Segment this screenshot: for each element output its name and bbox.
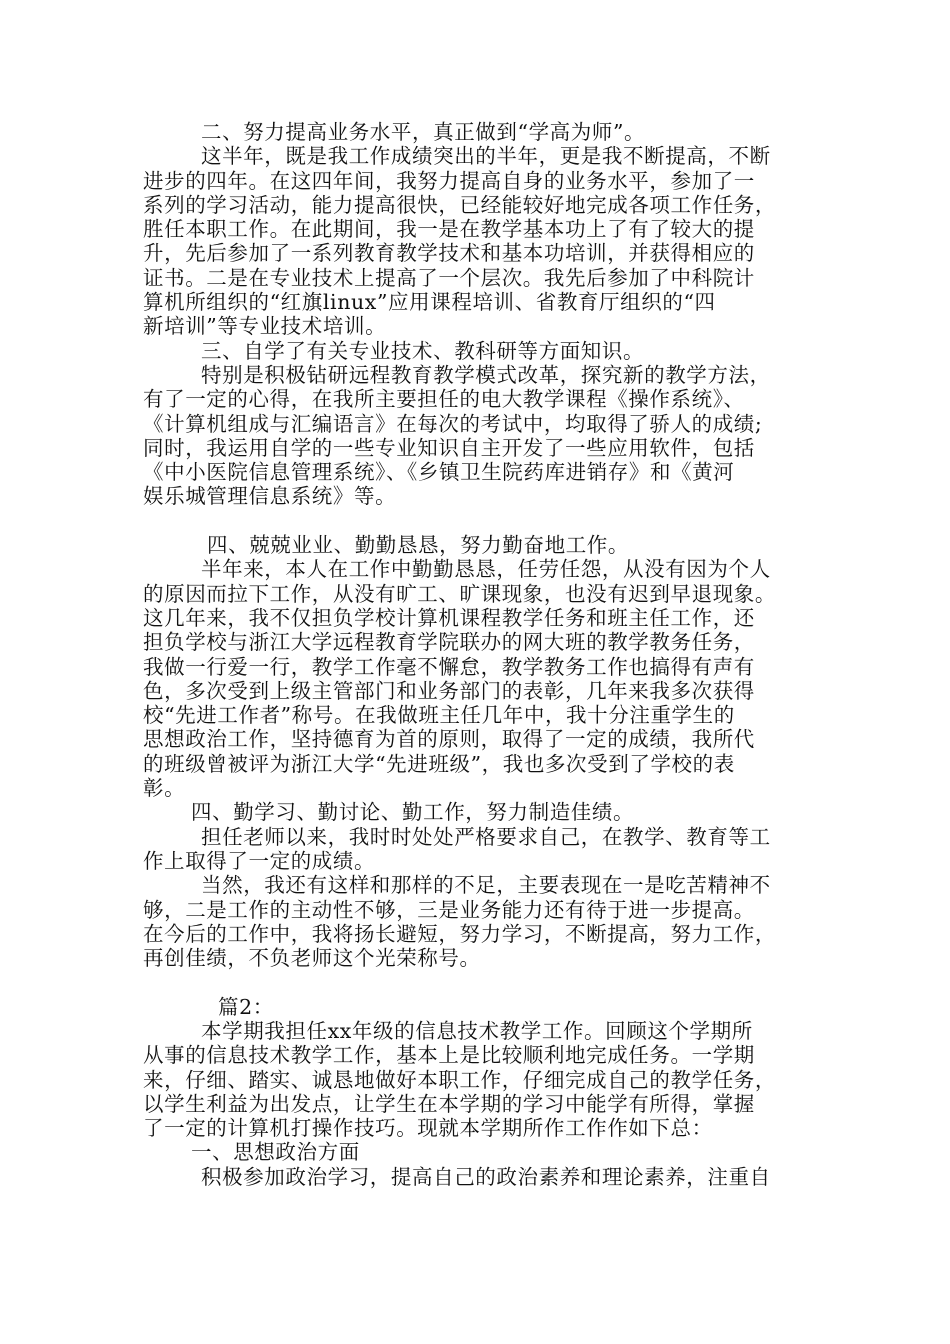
paragraph-line: 半年来，本人在工作中勤勤恳恳，任劳任怨，从没有因为个人: [201, 557, 771, 582]
paragraph-line: 当然，我还有这样和那样的不足，主要表现在一是吃苦精神不: [201, 873, 771, 898]
paragraph-line: 从事的信息技术教学工作，基本上是比较顺利地完成任务。一学期: [143, 1043, 755, 1068]
part-heading: 篇2：: [218, 994, 274, 1019]
section-heading: 一、思想政治方面: [191, 1140, 360, 1165]
section-heading: 二、努力提高业务水平，真正做到“学高为师”。: [201, 120, 646, 144]
paragraph-line: 以学生利益为出发点，让学生在本学期的学习中能学有所得，掌握: [143, 1091, 755, 1116]
paragraph-line: 娱乐城管理信息系统》等。: [143, 484, 397, 509]
paragraph-line: 本学期我担任xx年级的信息技术教学工作。回顾这个学期所: [201, 1018, 753, 1043]
paragraph-line: 担负学校与浙江大学远程教育学院联办的网大班的教学教务任务，: [143, 630, 755, 655]
paragraph-line: 《中小医院信息管理系统》、《乡镇卫生院药库进销存》和《黄河: [143, 460, 735, 485]
paragraph-line: 担任老师以来，我时时处处严格要求自己，在教学、教育等工: [201, 824, 771, 849]
paragraph-line: 的班级曾被评为浙江大学“先进班级”，我也多次受到了学校的表: [143, 751, 735, 776]
paragraph-line: 这半年，既是我工作成绩突出的半年，更是我不断提高，不断: [201, 144, 771, 169]
blank-line: [143, 970, 813, 994]
paragraph-line: 升，先后参加了一系列教育教学技术和基本功培训，并获得相应的: [143, 241, 755, 266]
paragraph-line: 的原因而拉下工作，从没有旷工、旷课现象，也没有迟到早退现象。: [143, 581, 776, 606]
document-body: [143, 120, 813, 1189]
paragraph-line: 我做一行爱一行，教学工作毫不懈怠，教学教务工作也搞得有声有: [143, 654, 755, 679]
paragraph-line: 同时，我运用自学的一些专业知识自主开发了一些应用软件，包括: [143, 435, 755, 460]
paragraph-line: 够，二是工作的主动性不够，三是业务能力还有待于进一步提高。: [143, 897, 755, 922]
paragraph-line: 进步的四年。在这四年间，我努力提高自身的业务水平，参加了一: [143, 168, 755, 193]
blank-line: [143, 509, 813, 533]
paragraph-line: 证书。二是在专业技术上提高了一个层次。我先后参加了中科院计: [143, 265, 755, 290]
paragraph-line: 算机所组织的“红旗linux”应用课程培训、省教育厅组织的“四: [143, 290, 716, 315]
paragraph-line: 思想政治工作，坚持德育为首的原则，取得了一定的成绩，我所代: [143, 727, 755, 752]
section-heading: 四、勤学习、勤讨论、勤工作，努力制造佳绩。: [191, 800, 635, 825]
paragraph-line: 再创佳绩，不负老师这个光荣称号。: [143, 946, 481, 971]
paragraph-line: 新培训”等专业技术培训。: [143, 314, 387, 339]
paragraph-line: 积极参加政治学习，提高自己的政治素养和理论素养，注重自: [201, 1164, 771, 1189]
paragraph-line: 系列的学习活动，能力提高很快，已经能较好地完成各项工作任务，: [143, 192, 776, 217]
paragraph-line: 来，仔细、踏实、诚恳地做好本职工作，仔细完成自己的教学任务，: [143, 1067, 776, 1092]
paragraph-line: 特别是积极钻研远程教育教学模式改革，探究新的教学方法，: [201, 362, 771, 387]
paragraph-line: 有了一定的心得，在我所主要担任的电大教学课程《操作系统》、: [143, 387, 745, 412]
paragraph-line: 在今后的工作中，我将扬长避短，努力学习，不断提高，努力工作，: [143, 921, 776, 946]
section-heading: 三、自学了有关专业技术、教科研等方面知识。: [201, 338, 645, 363]
paragraph-line: 了一定的计算机打操作技巧。现就本学期所作工作作如下总：: [143, 1116, 713, 1141]
paragraph-line: 《计算机组成与汇编语言》在每次的考试中，均取得了骄人的成绩;: [143, 411, 763, 436]
section-heading: 四、兢兢业业、勤勤恳恳，努力勤奋地工作。: [207, 533, 629, 558]
paragraph-line: 彰。: [143, 776, 186, 801]
paragraph-line: 作上取得了一定的成绩。: [143, 848, 376, 873]
paragraph-line: 这几年来，我不仅担负学校计算机课程教学任务和班主任工作，还: [143, 605, 755, 630]
paragraph-line: 色，多次受到上级主管部门和业务部门的表彰，几年来我多次获得: [143, 678, 755, 703]
paragraph-line: 胜任本职工作。在此期间，我一是在教学基本功上了有了较大的提: [143, 217, 755, 242]
paragraph-line: 校“先进工作者”称号。在我做班主任几年中，我十分注重学生的: [143, 703, 735, 728]
